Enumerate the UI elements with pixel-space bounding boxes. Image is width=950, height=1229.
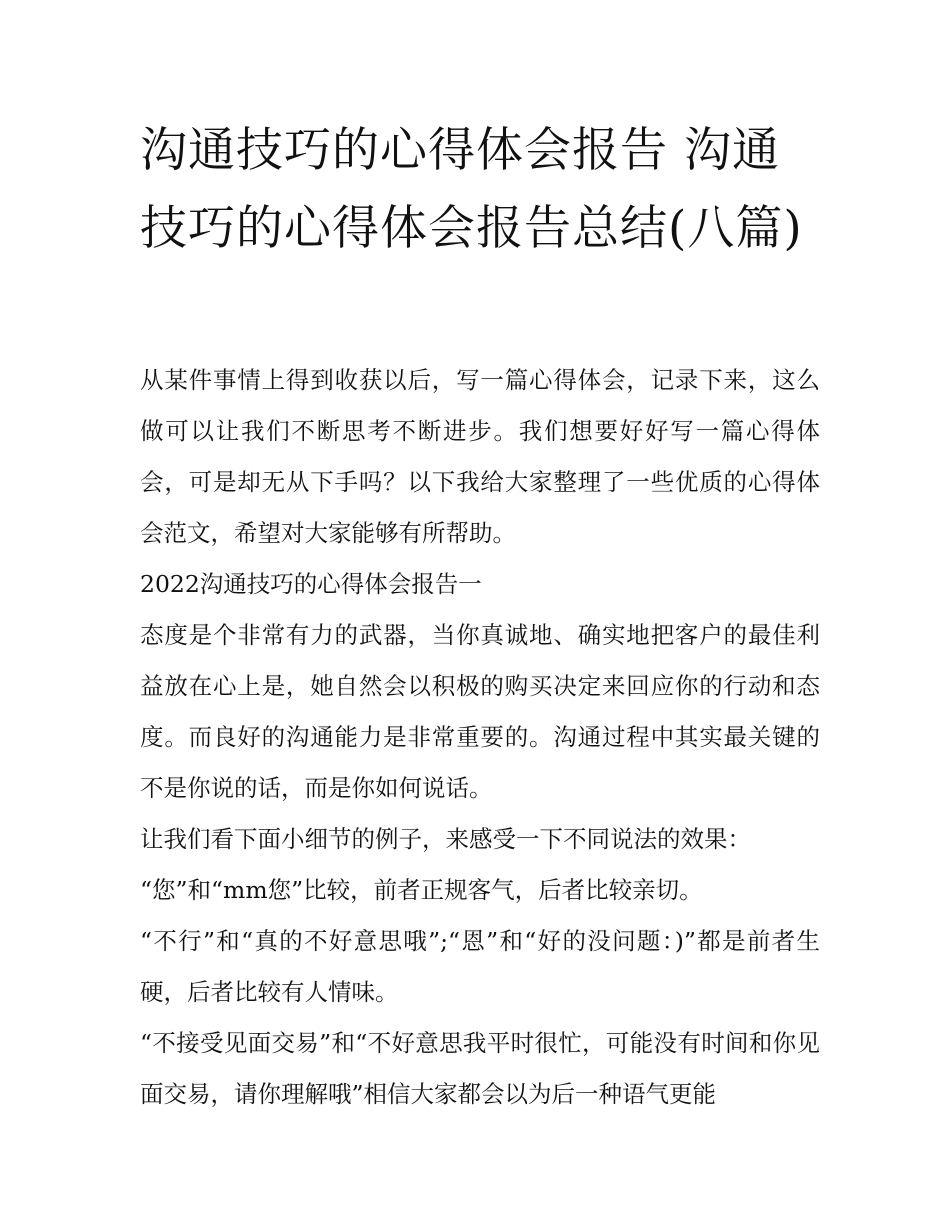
paragraph-attitude: 态度是个非常有力的武器，当你真诚地、确实地把客户的最佳利益放在心上是，她自然会以积极的购买决定来回应你的行动和态度。而良好的沟通能力是非常重要的。沟通过程中其实最关键的不是你说的话，而是你如何说话。 xyxy=(140,621,820,802)
paragraph-example-1: “您”和“mm您”比较，前者正规客气，后者比较亲切。 xyxy=(140,876,703,904)
paragraph-example-2: “不行”和“真的不好意思哦”;“恩”和“好的没问题：)”都是前者生硬，后者比较有人情味。 xyxy=(140,927,820,1006)
section-heading: 2022沟通技巧的心得体会报告一 xyxy=(140,570,482,598)
paragraph-example-intro: 让我们看下面小细节的例子，来感受一下不同说法的效果： xyxy=(140,825,751,853)
document-title: 沟通技巧的心得体会报告 沟通技巧的心得体会报告总结(八篇) xyxy=(140,123,803,256)
paragraph-intro: 从某件事情上得到收获以后，写一篇心得体会，记录下来，这么做可以让我们不断思考不断进步。我们想要好好写一篇心得体会，可是却无从下手吗？以下我给大家整理了一些优质的心得体会范文，希望对大家能够有所帮助。 xyxy=(140,366,820,547)
document-body xyxy=(140,355,820,1120)
paragraph-example-3: “不接受见面交易”和“不好意思我平时很忙，可能没有时间和你见面交易，请你理解哦”相信大家都会以为后一种语气更能 xyxy=(140,1029,820,1108)
